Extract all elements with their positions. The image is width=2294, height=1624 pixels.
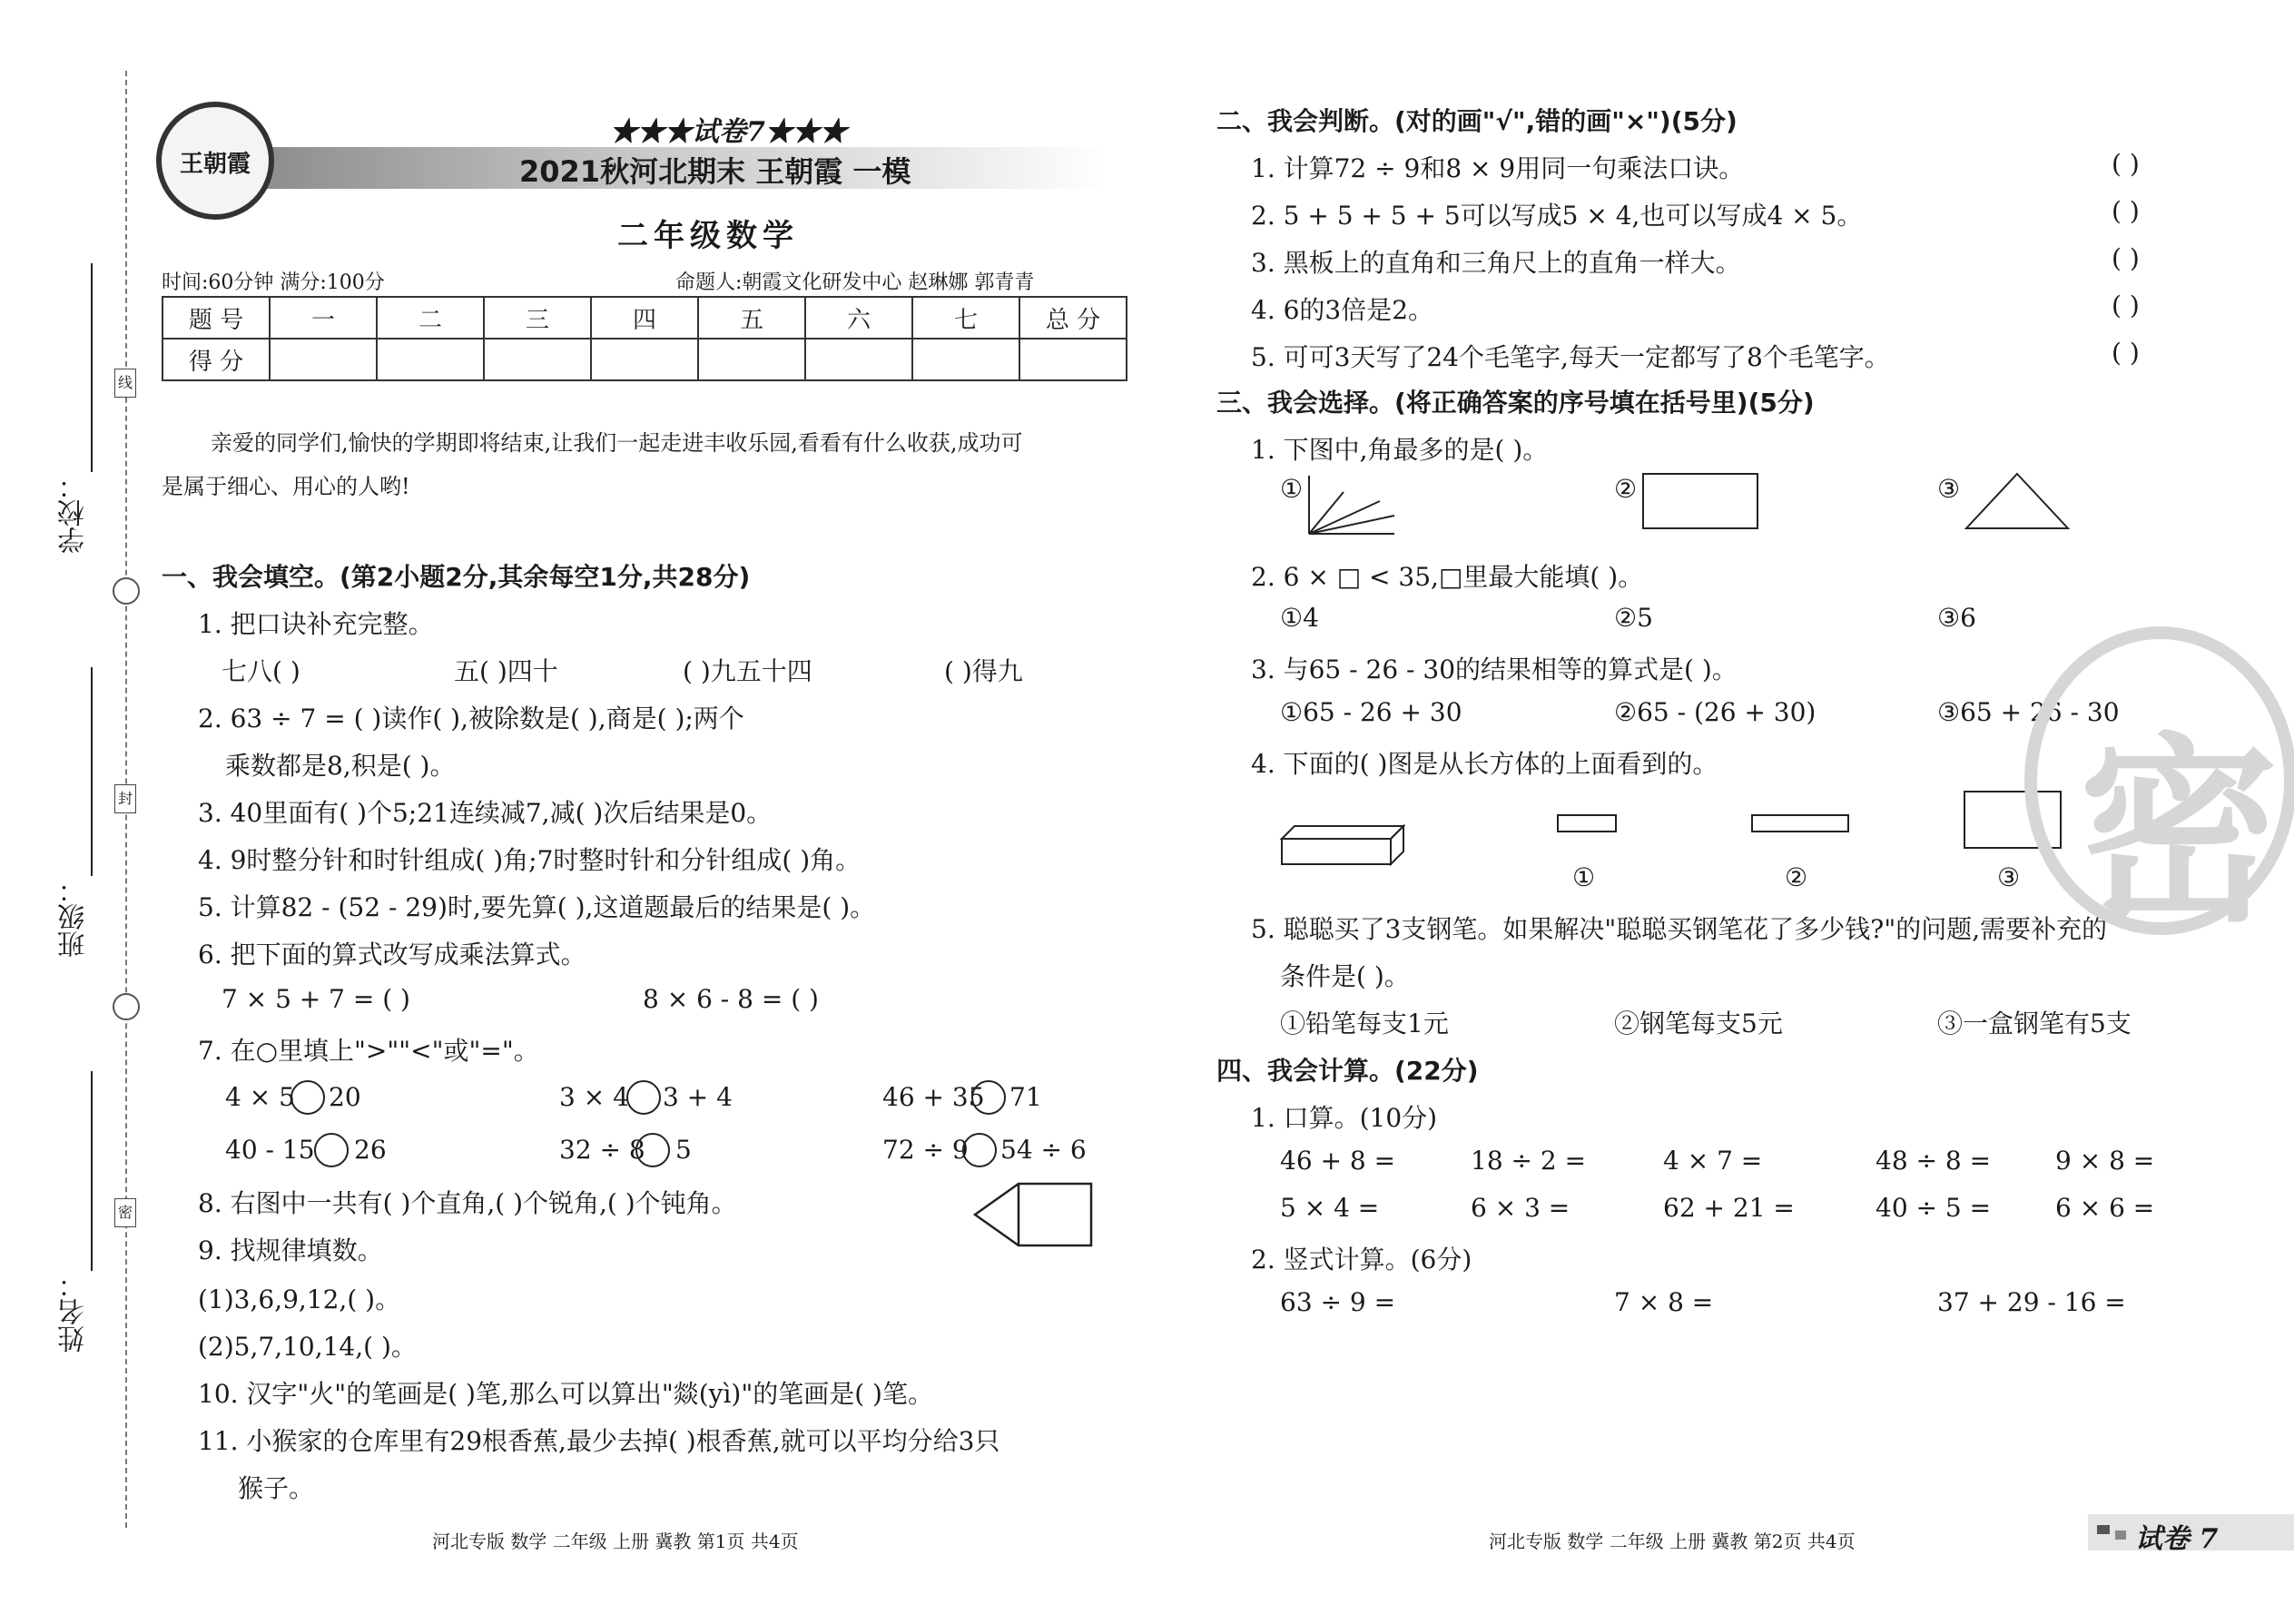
q1-8: 8. 右图中一共有( )个直角,( )个锐角,( )个钝角。 (198, 1188, 737, 1218)
score-cell[interactable] (912, 339, 1019, 380)
calc-q1: 1. 口算。(10分) (1251, 1103, 1438, 1133)
oral-calc: 62 + 21 = (1663, 1193, 1795, 1223)
q1-1: 1. 把口诀补充完整。 (198, 609, 434, 639)
q1-7-r2-b-left: 32 ÷ 8 (559, 1135, 645, 1165)
q1-7: 7. 在○里填上">""<"或"="。 (198, 1036, 539, 1066)
rectangle-figure (1641, 472, 1761, 532)
judge-item-2: 2. 5 + 5 + 5 + 5可以写成5 × 4,也可以写成4 × 5。 (1251, 201, 1863, 231)
compare-circle[interactable] (314, 1133, 349, 1167)
q1-7-r2-a-left: 40 - 15 (225, 1135, 315, 1165)
score-table (162, 296, 1127, 381)
q1-9-b: (2)5,7,10,14,( )。 (198, 1332, 417, 1362)
oral-calc: 6 × 6 = (2055, 1193, 2155, 1223)
oral-calc: 4 × 7 = (1663, 1146, 1763, 1176)
score-cell[interactable] (270, 339, 377, 380)
footer-page-1: 河北专版 数学 二年级 上册 冀教 第1页 共4页 (432, 1530, 799, 1552)
name-label: 姓名： (58, 1271, 90, 1353)
choice-q5-a: ①铅笔每支1元 (1280, 1009, 1449, 1038)
table-cell: 七 (912, 297, 1019, 339)
paper-number: ★★★试卷7★★★ (610, 116, 847, 148)
q1-7-r2-b-right: 5 (675, 1135, 692, 1165)
footer-paper-tag: 试卷 7 (2135, 1523, 2219, 1555)
q1-10: 10. 汉字"火"的笔画是( )笔,那么可以算出"燚(yì)"的笔画是( )笔。 (198, 1379, 933, 1409)
table-cell: 五 (698, 297, 805, 339)
q1-7-r1-b-left: 3 × 4 (559, 1082, 629, 1112)
table-cell: 三 (484, 297, 591, 339)
table-cell: 一 (270, 297, 377, 339)
score-row (162, 339, 1127, 380)
q1-6-a: 7 × 5 + 7 = ( ) (222, 984, 410, 1014)
section-2-title: 二、我会判断。(对的画"√",错的画"×")(5分) (1216, 106, 1738, 136)
oral-calc: 46 + 8 = (1280, 1146, 1396, 1176)
brand-logo: 王朝霞 (156, 102, 274, 220)
choice-q1: 1. 下图中,角最多的是( )。 (1251, 435, 1549, 465)
choice-q2: 2. 6 × □ < 35,□里最大能填( )。 (1251, 562, 1644, 592)
watermark-seal-char: 密 (2079, 714, 2279, 949)
choice-q5-c: ③一盒钢笔有5支 (1937, 1009, 2132, 1038)
choice-q2-c: ③6 (1937, 603, 1976, 633)
q1-4: 4. 9时整分针和时针组成( )角;7时整时针和分针组成( )角。 (198, 845, 861, 875)
q1-11-line2: 猴子。 (238, 1473, 315, 1503)
q1-11-line1: 11. 小猴家的仓库里有29根香蕉,最少去掉( )根香蕉,就可以平均分给3只 (198, 1426, 1000, 1456)
choice-q5-b: ②钢笔每支5元 (1614, 1009, 1783, 1038)
triangle-figure (1964, 472, 2070, 532)
view-option-1 (1556, 813, 1618, 833)
choice-q5-line1: 5. 聪聪买了3支钢笔。如果解决"聪聪买钢笔花了多少钱?"的问题,需要补充的 (1251, 914, 2108, 944)
answer-bracket[interactable]: ( ) (2112, 338, 2140, 368)
compare-circle[interactable] (290, 1080, 325, 1115)
view-label-2: ② (1785, 862, 1808, 892)
intro-line-1: 亲爱的同学们,愉快的学期即将结束,让我们一起走进丰收乐园,看看有什么收获,成功可 (211, 430, 1023, 456)
score-cell[interactable] (698, 339, 805, 380)
score-cell[interactable] (377, 339, 484, 380)
cuboid-figure (1280, 824, 1405, 866)
q1-7-r2-c-right: 54 ÷ 6 (1000, 1135, 1087, 1165)
school-label: 学校： (58, 472, 90, 554)
choice-q3-b: ②65 - (26 + 30) (1614, 697, 1816, 727)
q1-1-d: ( )得九 (944, 656, 1023, 686)
section-3-title: 三、我会选择。(将正确答案的序号填在括号里)(5分) (1216, 388, 1815, 418)
subject-title: 二年级数学 (617, 218, 799, 254)
q1-2-line2: 乘数都是8,积是( )。 (225, 751, 456, 781)
q1-3: 3. 40里面有( )个5;21连续减7,减( )次后结果是0。 (198, 798, 773, 828)
q1-9-a: (1)3,6,9,12,( )。 (198, 1284, 401, 1314)
score-cell[interactable] (484, 339, 591, 380)
q1-7-r1-c-left: 46 + 35 (882, 1082, 985, 1112)
q1-7-r2-a-right: 26 (354, 1135, 387, 1165)
choice-q4: 4. 下面的( )图是从长方体的上面看到的。 (1251, 749, 1718, 779)
view-label-1: ① (1572, 862, 1596, 892)
choice-q5-line2: 条件是( )。 (1280, 961, 1410, 991)
score-cell[interactable] (805, 339, 912, 380)
oral-calc: 48 ÷ 8 = (1876, 1146, 1992, 1176)
compare-circle[interactable] (962, 1133, 997, 1167)
q1-6-b: 8 × 6 - 8 = ( ) (643, 984, 819, 1014)
banner-title: 2021秋河北期末 王朝霞 一模 (519, 154, 911, 189)
compare-circle[interactable] (626, 1080, 661, 1115)
choice-q3-c: ③65 + 26 - 30 (1937, 697, 2120, 727)
oral-calc: 5 × 4 = (1280, 1193, 1380, 1223)
vertical-calc: 63 ÷ 9 = (1280, 1287, 1396, 1317)
section-1-title: 一、我会填空。(第2小题2分,其余每空1分,共28分) (162, 562, 751, 592)
oral-calc: 40 ÷ 5 = (1876, 1193, 1992, 1223)
q1-1-a: 七八( ) (222, 656, 300, 686)
q1-7-r1-c-right: 71 (1009, 1082, 1042, 1112)
class-label: 班级： (58, 876, 90, 958)
choice-q1-opt1: ① (1280, 474, 1304, 504)
name-field[interactable] (91, 1071, 93, 1271)
footer-square-icon (2115, 1530, 2126, 1540)
choice-q1-opt3: ③ (1937, 474, 1961, 504)
section-4-title: 四、我会计算。(22分) (1216, 1056, 1479, 1086)
q1-1-c: ( )九五十四 (683, 656, 812, 686)
choice-q2-b: ②5 (1614, 603, 1653, 633)
intro-line-2: 是属于细心、用心的人哟! (162, 474, 410, 499)
authors: 命题人:朝霞文化研发中心 赵琳娜 郭青青 (675, 271, 1035, 294)
pentagon-figure (973, 1182, 1095, 1247)
oral-calc: 18 ÷ 2 = (1471, 1146, 1587, 1176)
score-cell[interactable] (591, 339, 698, 380)
view-label-3: ③ (1997, 862, 2021, 892)
table-cell: 二 (377, 297, 484, 339)
choice-q3-a: ①65 - 26 + 30 (1280, 697, 1462, 727)
seal-mark-xian: 线 (114, 369, 136, 398)
calc-q2: 2. 竖式计算。(6分) (1251, 1245, 1472, 1275)
table-cell: 得 分 (162, 339, 270, 380)
judge-item-3: 3. 黑板上的直角和三角尺上的直角一样大。 (1251, 248, 1741, 278)
score-header-row (162, 297, 1127, 339)
oral-calc: 9 × 8 = (2055, 1146, 2155, 1176)
binding-clip-icon (113, 577, 140, 605)
class-field[interactable] (91, 667, 93, 876)
time-info: 时间:60分钟 满分:100分 (162, 271, 385, 294)
vertical-calc: 37 + 29 - 16 = (1937, 1287, 2126, 1317)
judge-item-5: 5. 可可3天写了24个毛笔字,每天一定都写了8个毛笔字。 (1251, 342, 1890, 372)
answer-bracket[interactable]: ( ) (2112, 290, 2140, 320)
school-field[interactable] (91, 263, 93, 472)
score-cell[interactable] (1019, 339, 1127, 380)
q1-2-line1: 2. 63 ÷ 7 = ( )读作( ),被除数是( ),商是( );两个 (198, 704, 744, 733)
q1-6: 6. 把下面的算式改写成乘法算式。 (198, 940, 586, 969)
q1-1-b: 五( )四十 (454, 656, 558, 686)
angles-figure (1307, 474, 1398, 537)
judge-item-4: 4. 6的3倍是2。 (1251, 295, 1434, 325)
choice-q2-a: ①4 (1280, 603, 1319, 633)
oral-calc: 6 × 3 = (1471, 1193, 1570, 1223)
footer-square-icon (2097, 1525, 2110, 1534)
judge-item-1: 1. 计算72 ÷ 9和8 × 9用同一句乘法口诀。 (1251, 153, 1745, 183)
answer-bracket[interactable]: ( ) (2112, 149, 2140, 179)
choice-q1-opt2: ② (1614, 474, 1638, 504)
seal-mark-mi: 密 (114, 1198, 136, 1227)
compare-circle[interactable] (971, 1080, 1006, 1115)
table-cell: 题 号 (162, 297, 270, 339)
answer-bracket[interactable]: ( ) (2112, 196, 2140, 226)
q1-7-r1-b-right: 3 + 4 (663, 1082, 733, 1112)
binding-clip-icon (113, 993, 140, 1020)
choice-q3: 3. 与65 - 26 - 30的结果相等的算式是( )。 (1251, 655, 1738, 684)
q1-5: 5. 计算82 - (52 - 29)时,要先算( ),这道题最后的结果是( )。 (198, 892, 876, 922)
q1-7-r1-a-left: 4 × 5 (225, 1082, 295, 1112)
view-option-2 (1750, 813, 1850, 833)
table-cell: 总 分 (1019, 297, 1127, 339)
compare-circle[interactable] (635, 1133, 670, 1167)
table-cell: 六 (805, 297, 912, 339)
q1-7-r2-c-left: 72 ÷ 9 (882, 1135, 969, 1165)
table-cell: 四 (591, 297, 698, 339)
footer-page-2: 河北专版 数学 二年级 上册 冀教 第2页 共4页 (1489, 1530, 1856, 1552)
q1-9: 9. 找规律填数。 (198, 1235, 383, 1265)
q1-7-r1-a-right: 20 (329, 1082, 361, 1112)
seal-mark-feng: 封 (114, 784, 136, 813)
vertical-calc: 7 × 8 = (1614, 1287, 1714, 1317)
answer-bracket[interactable]: ( ) (2112, 243, 2140, 273)
